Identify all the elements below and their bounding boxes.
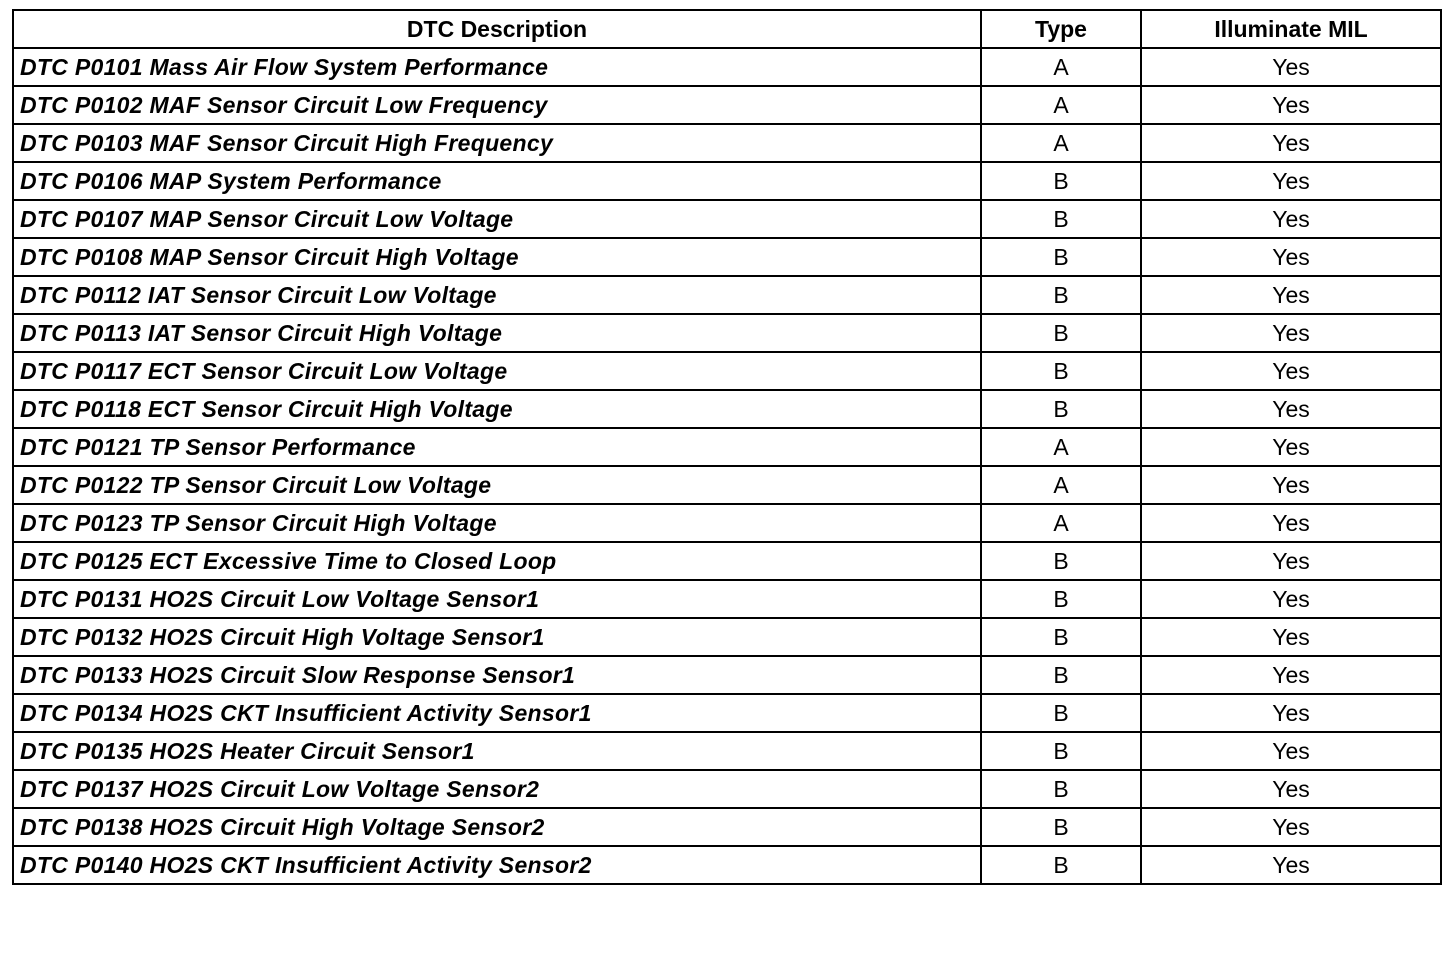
dtc-description-cell: DTC P0112 IAT Sensor Circuit Low Voltage bbox=[13, 276, 981, 314]
dtc-type-cell: B bbox=[981, 200, 1141, 238]
dtc-description-cell: DTC P0131 HO2S Circuit Low Voltage Sensor1 bbox=[13, 580, 981, 618]
dtc-mil-cell: Yes bbox=[1141, 390, 1441, 428]
header-type: Type bbox=[981, 10, 1141, 48]
dtc-mil-cell: Yes bbox=[1141, 618, 1441, 656]
dtc-mil-cell: Yes bbox=[1141, 200, 1441, 238]
dtc-description-cell: DTC P0138 HO2S Circuit High Voltage Sensor2 bbox=[13, 808, 981, 846]
table-row bbox=[13, 542, 1441, 580]
dtc-description-cell: DTC P0122 TP Sensor Circuit Low Voltage bbox=[13, 466, 981, 504]
dtc-description-cell: DTC P0107 MAP Sensor Circuit Low Voltage bbox=[13, 200, 981, 238]
table-row bbox=[13, 48, 1441, 86]
dtc-mil-cell: Yes bbox=[1141, 694, 1441, 732]
dtc-type-cell: A bbox=[981, 86, 1141, 124]
dtc-description-cell: DTC P0125 ECT Excessive Time to Closed Loop bbox=[13, 542, 981, 580]
dtc-mil-cell: Yes bbox=[1141, 542, 1441, 580]
dtc-type-cell: B bbox=[981, 808, 1141, 846]
dtc-type-cell: B bbox=[981, 390, 1141, 428]
dtc-mil-cell: Yes bbox=[1141, 580, 1441, 618]
table-header bbox=[13, 10, 1441, 48]
table-row bbox=[13, 352, 1441, 390]
dtc-type-cell: A bbox=[981, 48, 1141, 86]
table-row bbox=[13, 466, 1441, 504]
dtc-mil-cell: Yes bbox=[1141, 86, 1441, 124]
dtc-description-cell: DTC P0101 Mass Air Flow System Performance bbox=[13, 48, 981, 86]
dtc-type-cell: B bbox=[981, 238, 1141, 276]
dtc-mil-cell: Yes bbox=[1141, 466, 1441, 504]
table-row bbox=[13, 618, 1441, 656]
dtc-type-cell: B bbox=[981, 618, 1141, 656]
header-illuminate-mil: Illuminate MIL bbox=[1141, 10, 1441, 48]
dtc-type-cell: B bbox=[981, 770, 1141, 808]
dtc-type-cell: B bbox=[981, 846, 1141, 884]
dtc-mil-cell: Yes bbox=[1141, 770, 1441, 808]
dtc-type-cell: B bbox=[981, 656, 1141, 694]
dtc-type-cell: B bbox=[981, 694, 1141, 732]
dtc-mil-cell: Yes bbox=[1141, 48, 1441, 86]
table-row bbox=[13, 238, 1441, 276]
dtc-description-cell: DTC P0140 HO2S CKT Insufficient Activity Sensor2 bbox=[13, 846, 981, 884]
dtc-mil-cell: Yes bbox=[1141, 656, 1441, 694]
table-row bbox=[13, 846, 1441, 884]
table-row bbox=[13, 770, 1441, 808]
table-row bbox=[13, 200, 1441, 238]
table-row bbox=[13, 390, 1441, 428]
table-row bbox=[13, 124, 1441, 162]
dtc-type-cell: B bbox=[981, 732, 1141, 770]
table-row bbox=[13, 162, 1441, 200]
dtc-description-cell: DTC P0132 HO2S Circuit High Voltage Sensor1 bbox=[13, 618, 981, 656]
dtc-mil-cell: Yes bbox=[1141, 808, 1441, 846]
dtc-description-cell: DTC P0106 MAP System Performance bbox=[13, 162, 981, 200]
dtc-mil-cell: Yes bbox=[1141, 238, 1441, 276]
table-row bbox=[13, 276, 1441, 314]
dtc-type-cell: B bbox=[981, 314, 1141, 352]
dtc-description-cell: DTC P0113 IAT Sensor Circuit High Voltage bbox=[13, 314, 981, 352]
dtc-description-cell: DTC P0137 HO2S Circuit Low Voltage Sensor2 bbox=[13, 770, 981, 808]
table-row bbox=[13, 314, 1441, 352]
table-row bbox=[13, 86, 1441, 124]
dtc-description-cell: DTC P0133 HO2S Circuit Slow Response Sensor1 bbox=[13, 656, 981, 694]
dtc-description-cell: DTC P0117 ECT Sensor Circuit Low Voltage bbox=[13, 352, 981, 390]
dtc-mil-cell: Yes bbox=[1141, 732, 1441, 770]
dtc-description-cell: DTC P0135 HO2S Heater Circuit Sensor1 bbox=[13, 732, 981, 770]
dtc-table bbox=[12, 9, 1442, 885]
dtc-mil-cell: Yes bbox=[1141, 314, 1441, 352]
dtc-type-cell: B bbox=[981, 276, 1141, 314]
table-row bbox=[13, 580, 1441, 618]
dtc-mil-cell: Yes bbox=[1141, 504, 1441, 542]
dtc-type-cell: A bbox=[981, 466, 1141, 504]
dtc-mil-cell: Yes bbox=[1141, 846, 1441, 884]
dtc-description-cell: DTC P0123 TP Sensor Circuit High Voltage bbox=[13, 504, 981, 542]
dtc-description-cell: DTC P0102 MAF Sensor Circuit Low Frequency bbox=[13, 86, 981, 124]
table-row bbox=[13, 428, 1441, 466]
dtc-description-cell: DTC P0134 HO2S CKT Insufficient Activity Sensor1 bbox=[13, 694, 981, 732]
table-row bbox=[13, 694, 1441, 732]
dtc-type-cell: B bbox=[981, 352, 1141, 390]
dtc-description-cell: DTC P0103 MAF Sensor Circuit High Frequency bbox=[13, 124, 981, 162]
dtc-mil-cell: Yes bbox=[1141, 162, 1441, 200]
dtc-mil-cell: Yes bbox=[1141, 428, 1441, 466]
dtc-description-cell: DTC P0108 MAP Sensor Circuit High Voltage bbox=[13, 238, 981, 276]
header-dtc-description: DTC Description bbox=[13, 10, 981, 48]
dtc-mil-cell: Yes bbox=[1141, 276, 1441, 314]
dtc-type-cell: A bbox=[981, 428, 1141, 466]
table-row bbox=[13, 808, 1441, 846]
dtc-type-cell: B bbox=[981, 162, 1141, 200]
dtc-type-cell: B bbox=[981, 580, 1141, 618]
table-row bbox=[13, 732, 1441, 770]
dtc-type-cell: B bbox=[981, 542, 1141, 580]
dtc-type-cell: A bbox=[981, 124, 1141, 162]
table-row bbox=[13, 504, 1441, 542]
dtc-description-cell: DTC P0121 TP Sensor Performance bbox=[13, 428, 981, 466]
dtc-mil-cell: Yes bbox=[1141, 352, 1441, 390]
dtc-type-cell: A bbox=[981, 504, 1141, 542]
table-body bbox=[13, 48, 1441, 884]
header-row bbox=[13, 10, 1441, 48]
dtc-description-cell: DTC P0118 ECT Sensor Circuit High Voltage bbox=[13, 390, 981, 428]
dtc-mil-cell: Yes bbox=[1141, 124, 1441, 162]
table-row bbox=[13, 656, 1441, 694]
